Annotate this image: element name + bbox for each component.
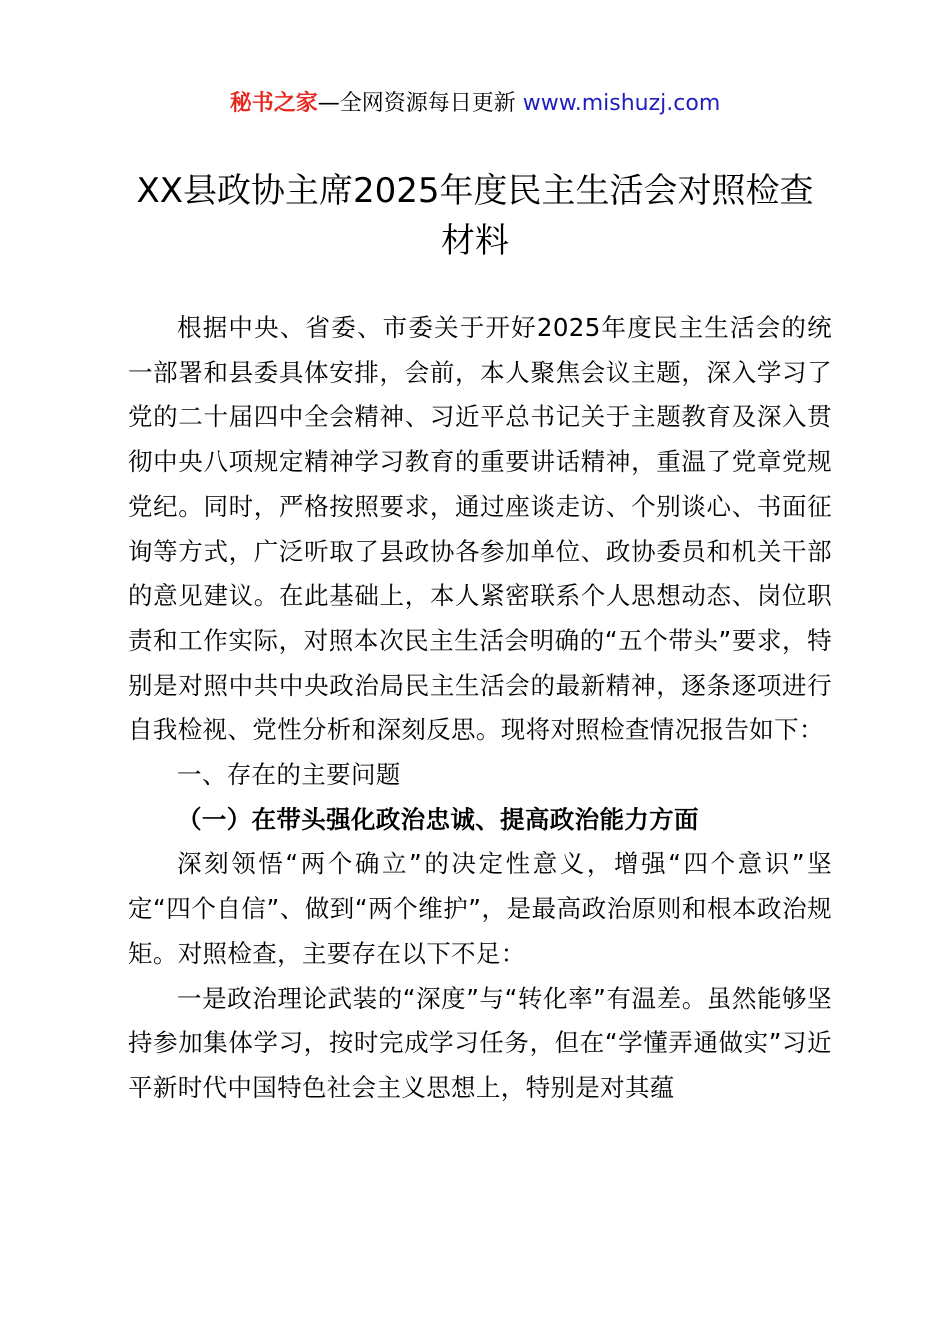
brand-name: 秘书之家 bbox=[229, 91, 318, 116]
header-slogan: —全网资源每日更新 bbox=[317, 91, 523, 116]
intro-paragraph: 根据中央、省委、市委关于开好2025年度民主生活会的统一部署和县委具体安排，会前，本人聚焦会议主题，深入学习了党的二十届四中全会精神、习近平总书记关于主题教育及深入贯彻中央八项规定精神学习教育的重要讲话精神，重温了党章党规党纪。同时，严格按照要求，通过座谈走访、个别谈心、书面征询等方式，广泛听取了县政协各参加单位、政协委员和机关干部的意见建议。在此基础上，本人紧密联系个人思想动态、岗位职责和工作实际，对照本次民主生活会明确的“五个带头”要求，特别是对照中共中央政治局民主生活会的最新精神，逐条逐项进行自我检视、党性分析和深刻反思。现将对照检查情况报告如下： bbox=[128, 313, 832, 745]
issue-paragraph: 一是政治理论武装的“深度”与“转化率”有温差。虽然能够坚持参加集体学习，按时完成学习任务，但在“学懂弄通做实”习近平新时代中国特色社会主义思想上，特别是对其蕴 bbox=[128, 983, 832, 1102]
subsection-heading: （一）在带头强化政治忠诚、提高政治能力方面 bbox=[177, 804, 699, 834]
document-body bbox=[128, 306, 832, 1111]
section-heading: 一、存在的主要问题 bbox=[177, 760, 401, 790]
document-title: XX县政协主席2025年度民主生活会对照检查材料 bbox=[136, 171, 814, 261]
subsection-paragraph: 深刻领悟“两个确立”的决定性意义，增强“四个意识”坚定“四个自信”、做到“两个维护”，是最高政治原则和根本政治规矩。对照检查，主要存在以下不足： bbox=[128, 849, 832, 968]
site-header bbox=[0, 88, 950, 120]
site-url-link[interactable]: www.mishuzj.com bbox=[522, 91, 721, 116]
